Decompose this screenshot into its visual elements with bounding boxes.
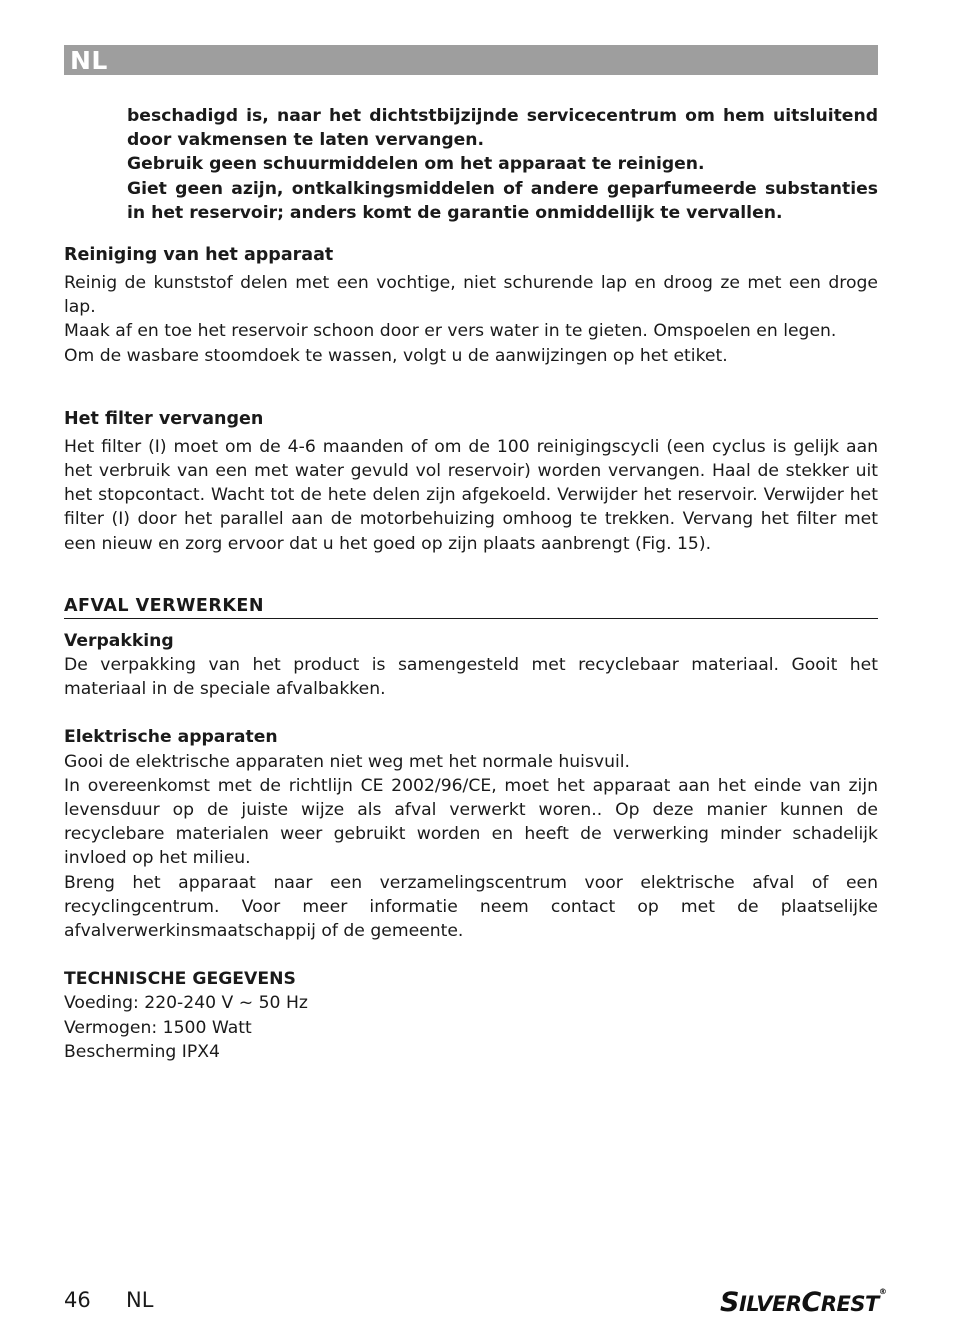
warning-line: beschadigd is, naar het dichtstbijzijnde servicecentrum om hem uitsluitend door vakmensen te laten vervangen. (127, 106, 878, 151)
paragraph: Gooi de elektrische apparaten niet weg met het normale huisvuil. (64, 751, 630, 772)
paragraph: Het filter (I) moet om de 4-6 maanden of om de 100 reinigingscycli (een cyclus is gelijk aan het verbruik van een met water gevuld vol reservoir) worden vervangen. Haal de stekker uit het stopcontact. Wacht tot de hete delen zijn afgekoeld. Verwijder het reservoir. Verwijder het filter (I) door het parallel aan de motorbehuizing omhoog te trekken. Vervang het filter met een nieuw en zorg ervoor dat u het goed op zijn plaats aanbrengt (Fig. 15). (64, 436, 878, 554)
page-content (64, 104, 878, 1064)
page-number: 46 (64, 1288, 91, 1312)
paragraph: Maak af en toe het reservoir schoon door er vers water in te gieten. Omspoelen en legen. (64, 321, 837, 342)
electrical-text (64, 750, 878, 944)
spec-line: Bescherming IPX4 (64, 1041, 220, 1062)
warning-line: Giet geen azijn, ontkalkingsmiddelen of andere geparfumeerde substanties in het reservoir; anders komt de garantie onmiddellijk te vervallen. (127, 178, 878, 223)
spec-line: Voeding: 220-240 V ~ 50 Hz (64, 993, 308, 1014)
paragraph: De verpakking van het product is samengesteld met recyclebaar materiaal. Gooit het materiaal in de speciale afvalbakken. (64, 655, 878, 700)
electrical-heading: Elektrische apparaten (64, 727, 278, 748)
warning-block (127, 104, 878, 225)
packaging-heading: Verpakking (64, 630, 174, 651)
paragraph: In overeenkomst met de richtlijn CE 2002/96/CE, moet het apparaat aan het einde van zijn levensduur op de juiste wijze als afval verwerkt woren.. Op deze manier kunnen de recyclebare materialen weer gebruikt worden en heeft de verwerking minder schadelijk invloed op het milieu. (64, 775, 878, 869)
cleaning-heading: Reiniging van het apparaat (64, 245, 334, 266)
cleaning-text (64, 271, 878, 368)
language-label: NL (70, 46, 108, 75)
warning-line: Gebruik geen schuurmiddelen om het apparaat te reinigen. (127, 154, 705, 175)
paragraph: Breng het apparaat naar een verzamelingscentrum voor elektrische afval of een recyclingcentrum. Voor meer informatie neem contact op met de plaatselijke afvalverwerkinsmaatschappij of de gemeente. (64, 872, 878, 942)
filter-text (64, 435, 878, 556)
paragraph: Om de wasbare stoomdoek te wassen, volgt u de aanwijzingen op het etiket. (64, 345, 728, 366)
footer-language: NL (126, 1288, 154, 1312)
technical-heading: TECHNISCHE GEGEVENS (64, 969, 296, 990)
language-header-bar (64, 45, 878, 75)
filter-heading: Het filter vervangen (64, 408, 264, 429)
spec-line: Vermogen: 1500 Watt (64, 1017, 252, 1038)
waste-section-header (64, 596, 878, 619)
technical-specs (64, 991, 878, 1064)
packaging-text (64, 653, 878, 701)
brand-logo: SILVERCREST® (720, 1287, 887, 1318)
paragraph: Reinig de kunststof delen met een vochtige, niet schurende lap en droog ze met een droge lap. (64, 273, 878, 318)
waste-heading: AFVAL VERWERKEN (64, 595, 265, 616)
